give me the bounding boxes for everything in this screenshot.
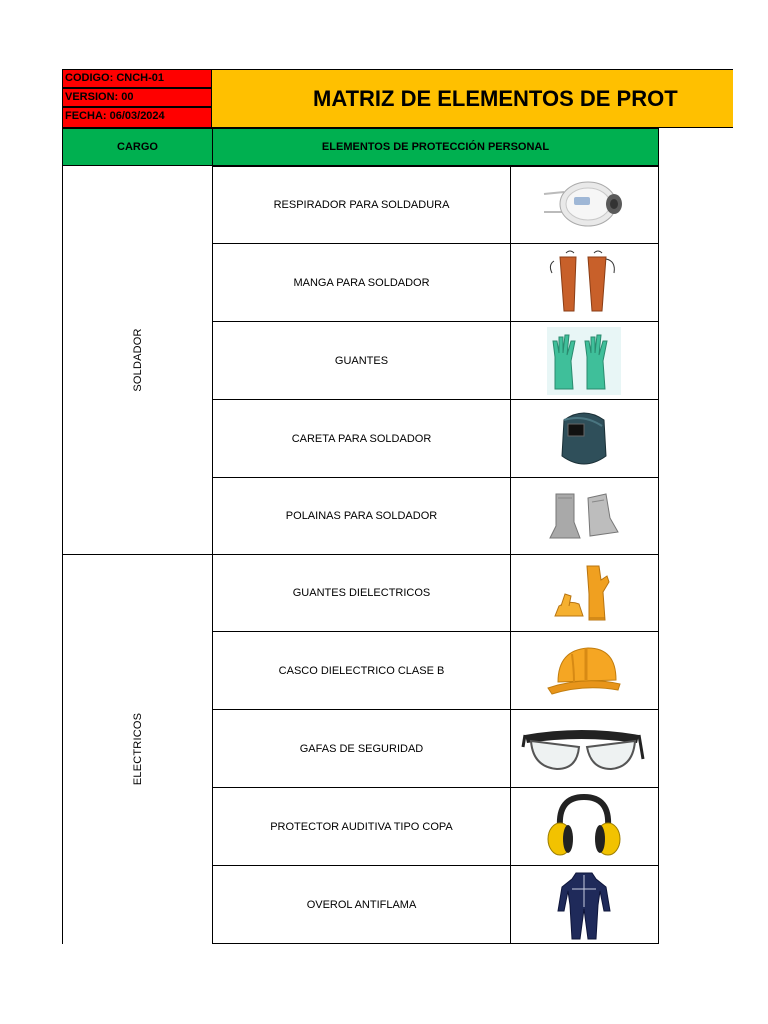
cargo-cell-electricos xyxy=(62,554,213,944)
table-row xyxy=(212,166,659,244)
table-row xyxy=(212,788,659,866)
item-name: PROTECTOR AUDITIVA TIPO COPA xyxy=(213,788,511,865)
table-row xyxy=(212,244,659,322)
ear-muffs-icon xyxy=(510,788,658,865)
coverall-icon xyxy=(510,866,658,943)
page-title: MATRIZ DE ELEMENTOS DE PROT xyxy=(313,85,678,111)
item-name: RESPIRADOR PARA SOLDADURA xyxy=(213,167,511,243)
item-name: OVEROL ANTIFLAMA xyxy=(213,866,511,943)
cargo-label-soldador: SOLDADOR xyxy=(131,328,144,392)
gaiters-icon xyxy=(510,477,658,554)
item-name: CARETA PARA SOLDADOR xyxy=(213,400,511,477)
item-name: POLAINAS PARA SOLDADOR xyxy=(213,477,511,554)
column-header-epp xyxy=(212,128,659,166)
table-row xyxy=(212,554,659,632)
column-header-cargo xyxy=(62,128,213,166)
gloves-icon xyxy=(510,322,658,399)
item-name: GUANTES DIELECTRICOS xyxy=(213,555,511,631)
table-row xyxy=(212,400,659,478)
table-row xyxy=(212,710,659,788)
table-row xyxy=(212,866,659,944)
welding-sleeve-icon xyxy=(510,244,658,321)
welding-mask-icon xyxy=(510,400,658,477)
cargo-cell-soldador xyxy=(62,166,213,555)
table-row xyxy=(212,322,659,400)
safety-glasses-icon xyxy=(510,710,658,787)
document-code: CODIGO: CNCH-01 xyxy=(62,69,212,88)
title-banner xyxy=(212,69,733,128)
dielectric-gloves-icon xyxy=(510,555,658,631)
table-row xyxy=(212,477,659,555)
document-date: FECHA: 06/03/2024 xyxy=(62,107,212,128)
item-name: GAFAS DE SEGURIDAD xyxy=(213,710,511,787)
document-version: VERSION: 00 xyxy=(62,88,212,107)
table-row xyxy=(212,632,659,710)
item-name: GUANTES xyxy=(213,322,511,399)
cargo-label-electricos: ELECTRICOS xyxy=(132,712,144,786)
column-header-epp-label: ELEMENTOS DE PROTECCIÓN PERSONAL xyxy=(321,141,550,153)
respirator-icon xyxy=(510,167,658,243)
item-name: CASCO DIELECTRICO CLASE B xyxy=(213,632,511,709)
item-name: MANGA PARA SOLDADOR xyxy=(213,244,511,321)
column-header-cargo-label: CARGO xyxy=(117,141,158,153)
hard-hat-icon xyxy=(510,632,658,709)
